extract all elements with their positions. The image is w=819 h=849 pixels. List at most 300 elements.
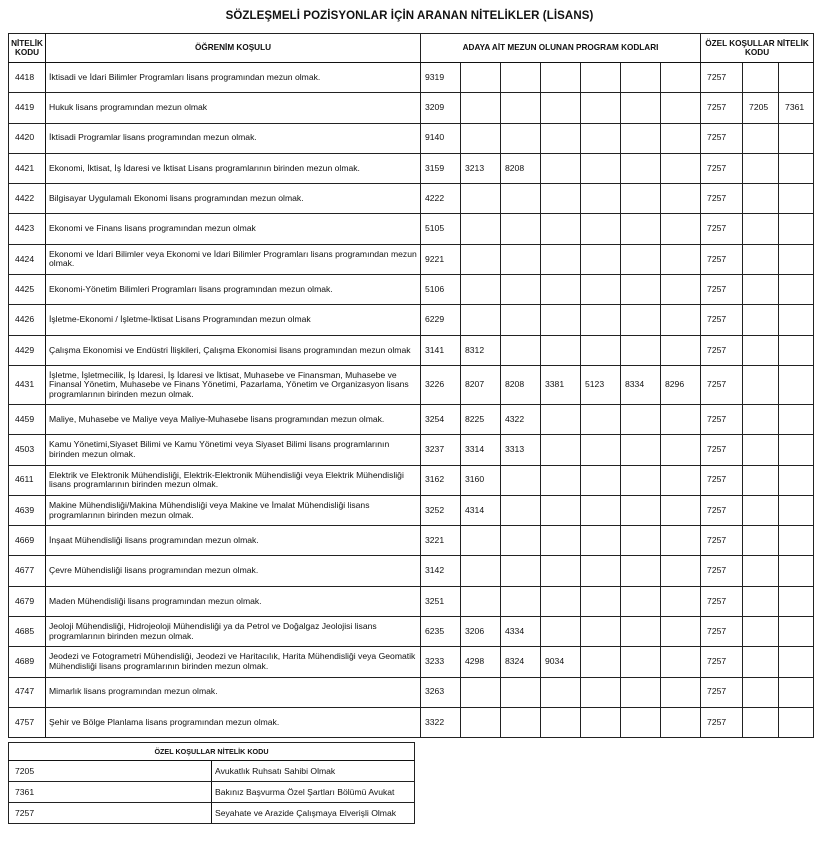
special-condition-code (779, 184, 814, 214)
education-condition: Maden Mühendisliği lisans programından mezun olmak. (46, 586, 421, 616)
qualification-code: 4429 (9, 335, 46, 365)
education-condition: Hukuk lisans programından mezun olmak (46, 93, 421, 123)
education-condition: Kamu Yönetimi,Siyaset Bilimi ve Kamu Yönetimi veya Siyaset Bilimi lisans programlarının birinden mezun olmak. (46, 435, 421, 465)
legend-title: ÖZEL KOŞULLAR NİTELİK KODU (9, 743, 415, 761)
education-condition: Ekonomi-Yönetim Bilimleri Programları lisans programından mezun olmak. (46, 275, 421, 305)
program-code (621, 404, 661, 434)
program-code (541, 214, 581, 244)
program-code (461, 184, 501, 214)
special-condition-code (743, 335, 779, 365)
special-condition-code: 7257 (701, 275, 743, 305)
special-condition-code (743, 435, 779, 465)
special-condition-code (779, 435, 814, 465)
legend-text: Avukatlık Ruhsatı Sahibi Olmak (212, 761, 415, 782)
program-code (501, 275, 541, 305)
program-code (621, 495, 661, 525)
education-condition: Jeodezi ve Fotogrametri Mühendisliği, Jeodezi ve Haritacılık, Harita Mühendisliği veya Geomatik Mühendisliği lisans programlarının birinden mezun olmak. (46, 647, 421, 677)
program-code (501, 526, 541, 556)
table-row (9, 435, 814, 465)
table-row (9, 335, 814, 365)
program-code (581, 465, 621, 495)
program-code (661, 586, 701, 616)
table-row (9, 495, 814, 525)
program-code: 8296 (661, 365, 701, 404)
program-code: 9140 (421, 123, 461, 153)
program-code (541, 617, 581, 647)
special-condition-code (743, 677, 779, 707)
legend-text: Bakınız Başvurma Özel Şartları Bölümü Avukat (212, 782, 415, 803)
program-code (541, 93, 581, 123)
program-code: 3159 (421, 153, 461, 183)
education-condition: Maliye, Muhasebe ve Maliye veya Maliye-Muhasebe lisans programından mezun olmak. (46, 404, 421, 434)
program-code (661, 404, 701, 434)
qualification-code: 4611 (9, 465, 46, 495)
special-condition-code (743, 275, 779, 305)
header-education: ÖĞRENİM KOŞULU (46, 34, 421, 63)
special-condition-code (779, 275, 814, 305)
legend-code: 7361 (9, 782, 212, 803)
program-code (621, 435, 661, 465)
education-condition: İşletme, İşletmecilik, İş İdaresi, İş İdaresi ve İktisat, Muhasebe ve Finansman, Muhasebe ve Finansal Yönetim, Muhasebe ve Finans Yönetimi, Pazarlama, Yönetim ve Organizasyon lisans programlarının birinden mezun olmak. (46, 365, 421, 404)
special-condition-code (779, 465, 814, 495)
special-condition-code (743, 495, 779, 525)
special-condition-code (779, 123, 814, 153)
program-code (581, 153, 621, 183)
program-code (541, 184, 581, 214)
program-code (661, 275, 701, 305)
program-code: 3141 (421, 335, 461, 365)
program-code (501, 707, 541, 737)
header-row (9, 34, 814, 63)
legend-text: Seyahate ve Arazide Çalışmaya Elverişli Olmak (212, 803, 415, 824)
special-condition-code: 7257 (701, 495, 743, 525)
program-code (621, 677, 661, 707)
program-code: 8324 (501, 647, 541, 677)
program-code: 5123 (581, 365, 621, 404)
legend-row (9, 803, 415, 824)
program-code (541, 526, 581, 556)
program-code (461, 214, 501, 244)
program-code (661, 495, 701, 525)
program-code (661, 214, 701, 244)
special-condition-code (779, 153, 814, 183)
qualification-code: 4418 (9, 63, 46, 93)
program-code (501, 305, 541, 335)
table-row (9, 647, 814, 677)
special-condition-code (779, 647, 814, 677)
program-code (621, 465, 661, 495)
program-code (621, 153, 661, 183)
special-condition-code: 7257 (701, 677, 743, 707)
qualifications-table (8, 33, 814, 738)
special-condition-code: 7257 (701, 435, 743, 465)
legend-code: 7257 (9, 803, 212, 824)
qualification-code: 4426 (9, 305, 46, 335)
program-code: 9034 (541, 647, 581, 677)
program-code (661, 184, 701, 214)
special-condition-code: 7257 (701, 617, 743, 647)
qualification-code: 4420 (9, 123, 46, 153)
program-code (581, 123, 621, 153)
program-code (621, 63, 661, 93)
program-code (621, 93, 661, 123)
qualification-code: 4503 (9, 435, 46, 465)
table-row (9, 214, 814, 244)
special-condition-code (743, 184, 779, 214)
program-code (461, 677, 501, 707)
special-condition-code: 7257 (701, 63, 743, 93)
program-code (541, 435, 581, 465)
education-condition: Jeoloji Mühendisliği, Hidrojeoloji Mühendisliği ya da Petrol ve Doğalgaz Jeolojisi lisans programlarının birinden mezun olmak. (46, 617, 421, 647)
program-code (581, 63, 621, 93)
special-condition-code (743, 647, 779, 677)
education-condition: Çevre Mühendisliği lisans programından mezun olmak. (46, 556, 421, 586)
legend-table (8, 742, 415, 824)
program-code (661, 465, 701, 495)
program-code (461, 93, 501, 123)
program-code (661, 305, 701, 335)
special-condition-code: 7257 (701, 335, 743, 365)
program-code (541, 153, 581, 183)
program-code: 3251 (421, 586, 461, 616)
header-code: NİTELİK KODU (9, 34, 46, 63)
program-code: 4334 (501, 617, 541, 647)
special-condition-code (779, 495, 814, 525)
program-code (581, 305, 621, 335)
table-row (9, 586, 814, 616)
program-code (581, 244, 621, 274)
program-code (501, 495, 541, 525)
table-row (9, 707, 814, 737)
program-code (581, 707, 621, 737)
program-code (461, 63, 501, 93)
special-condition-code (779, 244, 814, 274)
qualification-code: 4689 (9, 647, 46, 677)
special-condition-code: 7257 (701, 365, 743, 404)
qualification-code: 4421 (9, 153, 46, 183)
program-code (541, 404, 581, 434)
program-code (581, 335, 621, 365)
special-condition-code (743, 153, 779, 183)
header-programs: ADAYA AİT MEZUN OLUNAN PROGRAM KODLARI (421, 34, 701, 63)
education-condition: Elektrik ve Elektronik Mühendisliği, Elektrik-Elektronik Mühendisliği veya Elektrik Mühendisliği lisans programlarının birinden mezun olmak. (46, 465, 421, 495)
special-condition-code (779, 617, 814, 647)
special-condition-code (779, 677, 814, 707)
qualification-code: 4431 (9, 365, 46, 404)
special-condition-code: 7257 (701, 586, 743, 616)
program-code (581, 93, 621, 123)
special-condition-code (779, 404, 814, 434)
table-row (9, 123, 814, 153)
program-code (621, 214, 661, 244)
special-condition-code: 7257 (701, 404, 743, 434)
special-condition-code (743, 586, 779, 616)
special-condition-code: 7257 (701, 305, 743, 335)
program-code (661, 707, 701, 737)
program-code (501, 123, 541, 153)
program-code (661, 335, 701, 365)
program-code (621, 123, 661, 153)
program-code (621, 184, 661, 214)
legend-code: 7205 (9, 761, 212, 782)
program-code (461, 275, 501, 305)
program-code (581, 404, 621, 434)
program-code: 3314 (461, 435, 501, 465)
program-code: 8312 (461, 335, 501, 365)
qualification-code: 4747 (9, 677, 46, 707)
table-row (9, 153, 814, 183)
program-code (501, 244, 541, 274)
education-condition: Makine Mühendisliği/Makina Mühendisliği veya Makine ve İmalat Mühendisliği lisans programlarının birinden mezun olmak. (46, 495, 421, 525)
education-condition: Ekonomi, İktisat, İş İdaresi ve İktisat Lisans programlarının birinden mezun olmak. (46, 153, 421, 183)
qualification-code: 4424 (9, 244, 46, 274)
program-code (581, 677, 621, 707)
program-code (621, 305, 661, 335)
special-condition-code (743, 365, 779, 404)
program-code (461, 305, 501, 335)
program-code (541, 707, 581, 737)
special-condition-code: 7257 (701, 526, 743, 556)
table-row (9, 275, 814, 305)
program-code (461, 707, 501, 737)
table-row (9, 184, 814, 214)
special-condition-code (743, 404, 779, 434)
program-code: 8207 (461, 365, 501, 404)
special-condition-code: 7257 (701, 93, 743, 123)
table-row (9, 244, 814, 274)
special-condition-code (779, 556, 814, 586)
table-row (9, 526, 814, 556)
program-code: 4222 (421, 184, 461, 214)
program-code (541, 63, 581, 93)
program-code (661, 677, 701, 707)
program-code: 5105 (421, 214, 461, 244)
program-code: 3313 (501, 435, 541, 465)
program-code (501, 184, 541, 214)
qualification-code: 4685 (9, 617, 46, 647)
program-code (501, 465, 541, 495)
program-code: 6235 (421, 617, 461, 647)
education-condition: Ekonomi ve İdari Bilimler veya Ekonomi ve İdari Bilimler Programları lisans programından mezun olmak. (46, 244, 421, 274)
program-code (581, 435, 621, 465)
program-code (541, 495, 581, 525)
program-code: 8208 (501, 153, 541, 183)
special-condition-code: 7257 (701, 556, 743, 586)
program-code: 3322 (421, 707, 461, 737)
special-condition-code: 7257 (701, 214, 743, 244)
education-condition: Çalışma Ekonomisi ve Endüstri İlişkileri, Çalışma Ekonomisi lisans programından mezun olmak (46, 335, 421, 365)
program-code: 9319 (421, 63, 461, 93)
education-condition: Ekonomi ve Finans lisans programından mezun olmak (46, 214, 421, 244)
program-code (541, 465, 581, 495)
program-code (581, 647, 621, 677)
program-code: 3160 (461, 465, 501, 495)
program-code: 3254 (421, 404, 461, 434)
program-code (621, 556, 661, 586)
special-condition-code (779, 526, 814, 556)
program-code (661, 153, 701, 183)
program-code (581, 617, 621, 647)
qualification-code: 4677 (9, 556, 46, 586)
program-code: 3142 (421, 556, 461, 586)
special-condition-code (779, 335, 814, 365)
special-condition-code: 7257 (701, 123, 743, 153)
table-row (9, 617, 814, 647)
program-code: 6229 (421, 305, 461, 335)
header-special: ÖZEL KOŞULLAR NİTELİK KODU (701, 34, 814, 63)
table-row (9, 93, 814, 123)
program-code (541, 335, 581, 365)
program-code (661, 647, 701, 677)
program-code (661, 435, 701, 465)
program-code: 3213 (461, 153, 501, 183)
special-condition-code (743, 707, 779, 737)
table-row (9, 465, 814, 495)
education-condition: İktisadi ve İdari Bilimler Programları lisans programından mezun olmak. (46, 63, 421, 93)
table-row (9, 677, 814, 707)
program-code (581, 214, 621, 244)
qualification-code: 4423 (9, 214, 46, 244)
special-condition-code (743, 305, 779, 335)
special-condition-code: 7257 (701, 647, 743, 677)
program-code: 3252 (421, 495, 461, 525)
program-code (541, 586, 581, 616)
special-condition-code (779, 305, 814, 335)
special-condition-code: 7257 (701, 244, 743, 274)
special-condition-code: 7205 (743, 93, 779, 123)
special-condition-code (743, 123, 779, 153)
program-code (501, 335, 541, 365)
legend-row (9, 782, 415, 803)
table-row (9, 404, 814, 434)
special-condition-code (743, 244, 779, 274)
program-code (501, 556, 541, 586)
legend-header-row (9, 743, 415, 761)
program-code: 3233 (421, 647, 461, 677)
special-condition-code (779, 214, 814, 244)
program-code: 4298 (461, 647, 501, 677)
program-code (621, 526, 661, 556)
program-code (501, 214, 541, 244)
program-code (501, 63, 541, 93)
qualification-code: 4679 (9, 586, 46, 616)
program-code: 4314 (461, 495, 501, 525)
program-code: 8225 (461, 404, 501, 434)
program-code: 3381 (541, 365, 581, 404)
program-code (661, 63, 701, 93)
program-code: 3206 (461, 617, 501, 647)
program-code (661, 526, 701, 556)
education-condition: İnşaat Mühendisliği lisans programından mezun olmak. (46, 526, 421, 556)
table-row (9, 305, 814, 335)
special-condition-code: 7257 (701, 707, 743, 737)
page-title: SÖZLEŞMELİ POZİSYONLAR İÇİN ARANAN NİTELİKLER (LİSANS) (225, 10, 594, 22)
program-code (621, 707, 661, 737)
program-code (461, 123, 501, 153)
education-condition: Bilgisayar Uygulamalı Ekonomi lisans programından mezun olmak. (46, 184, 421, 214)
special-condition-code (743, 617, 779, 647)
special-condition-code (779, 707, 814, 737)
program-code (661, 123, 701, 153)
program-code (541, 275, 581, 305)
program-code: 3209 (421, 93, 461, 123)
special-condition-code (779, 365, 814, 404)
program-code: 3237 (421, 435, 461, 465)
special-condition-code: 7257 (701, 153, 743, 183)
qualification-code: 4669 (9, 526, 46, 556)
program-code (581, 556, 621, 586)
program-code: 3221 (421, 526, 461, 556)
special-condition-code (743, 63, 779, 93)
program-code: 5106 (421, 275, 461, 305)
program-code (461, 586, 501, 616)
program-code (621, 586, 661, 616)
education-condition: Şehir ve Bölge Planlama lisans programından mezun olmak. (46, 707, 421, 737)
program-code (501, 677, 541, 707)
program-code (501, 586, 541, 616)
special-condition-code (743, 214, 779, 244)
program-code (621, 244, 661, 274)
program-code (541, 556, 581, 586)
education-condition: İktisadi Programlar lisans programından mezun olmak. (46, 123, 421, 153)
program-code (661, 556, 701, 586)
special-condition-code: 7361 (779, 93, 814, 123)
program-code (581, 184, 621, 214)
program-code (621, 617, 661, 647)
program-code (541, 244, 581, 274)
program-code (581, 526, 621, 556)
education-condition: Mimarlık lisans programından mezun olmak. (46, 677, 421, 707)
program-code (461, 526, 501, 556)
program-code: 3162 (421, 465, 461, 495)
program-code (661, 617, 701, 647)
program-code: 3263 (421, 677, 461, 707)
table-row (9, 63, 814, 93)
qualification-code: 4419 (9, 93, 46, 123)
program-code: 8334 (621, 365, 661, 404)
program-code: 3226 (421, 365, 461, 404)
program-code: 9221 (421, 244, 461, 274)
program-code (581, 495, 621, 525)
program-code (461, 244, 501, 274)
legend-row (9, 761, 415, 782)
program-code (661, 244, 701, 274)
program-code: 8208 (501, 365, 541, 404)
program-code (541, 677, 581, 707)
program-code (541, 305, 581, 335)
program-code (501, 93, 541, 123)
program-code (621, 275, 661, 305)
special-condition-code (743, 556, 779, 586)
program-code (461, 556, 501, 586)
program-code (581, 275, 621, 305)
special-condition-code (779, 63, 814, 93)
qualification-code: 4757 (9, 707, 46, 737)
qualification-code: 4422 (9, 184, 46, 214)
qualification-code: 4425 (9, 275, 46, 305)
qualification-code: 4639 (9, 495, 46, 525)
special-condition-code (779, 586, 814, 616)
qualification-code: 4459 (9, 404, 46, 434)
education-condition: İşletme-Ekonomi / İşletme-İktisat Lisans Programından mezun olmak (46, 305, 421, 335)
program-code (541, 123, 581, 153)
program-code (621, 647, 661, 677)
program-code (661, 93, 701, 123)
program-code (621, 335, 661, 365)
program-code (581, 586, 621, 616)
special-condition-code: 7257 (701, 465, 743, 495)
table-row (9, 365, 814, 404)
